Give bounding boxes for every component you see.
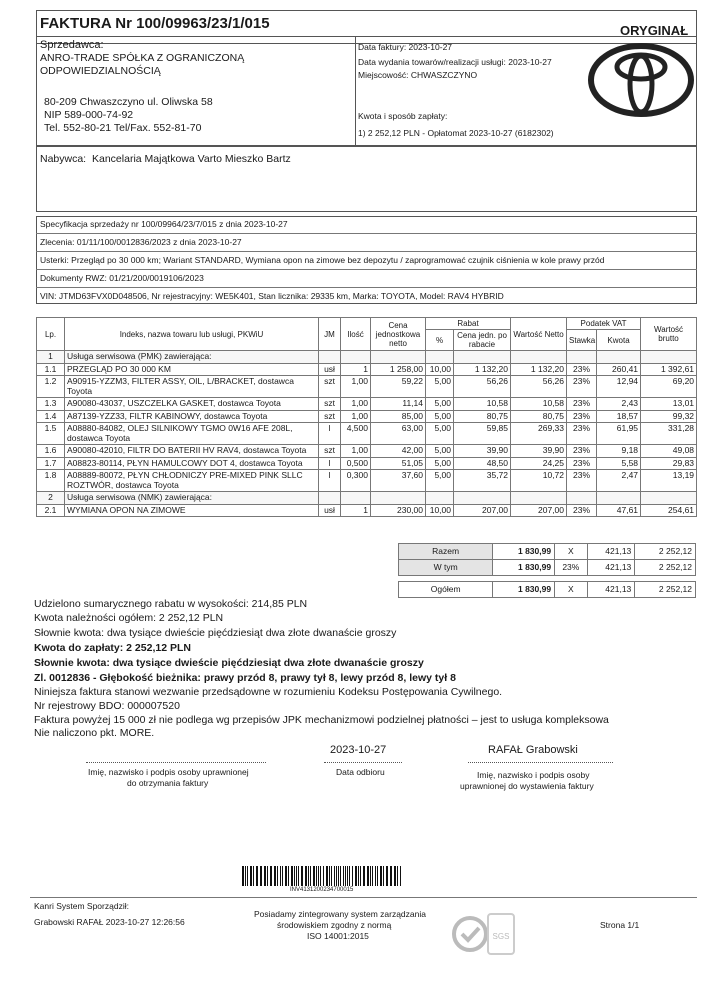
barcode-bar	[320, 866, 321, 886]
receipt-label: Data odbioru	[336, 767, 385, 777]
cell-net: 80,75	[511, 410, 567, 423]
wtym-rate: 23%	[555, 560, 588, 576]
barcode-bar	[253, 866, 254, 886]
barcode-bar	[347, 866, 348, 886]
barcode-bar	[288, 866, 289, 886]
seller-name-2: ODPOWIEDZIALNOŚCIĄ	[40, 65, 161, 77]
summary-row-wtym	[399, 560, 696, 576]
barcode-bar	[372, 866, 373, 886]
col-price: Cena jednostkowa netto	[371, 318, 426, 351]
cell-vat: 2,43	[597, 398, 641, 411]
cell-vat: 18,57	[597, 410, 641, 423]
cell-qty: 1,00	[341, 445, 371, 458]
note-split-2: Nie naliczono pkt. MORE.	[34, 727, 155, 739]
col-discount-pct: %	[426, 330, 454, 351]
wtym-label: W tym	[399, 560, 493, 576]
barcode-bar	[383, 866, 384, 886]
cell-jm: l	[319, 470, 341, 492]
summary-row-ogolem	[399, 582, 696, 598]
cell-net	[511, 492, 567, 505]
cell-rate: 23%	[567, 445, 597, 458]
cell-rate: 23%	[567, 376, 597, 398]
buyer-label: Nabywca:	[40, 153, 87, 165]
cell-qty: 1	[341, 504, 371, 517]
cell-lp: 1.1	[37, 363, 65, 376]
table-row	[37, 445, 697, 458]
cell-vat: 260,41	[597, 363, 641, 376]
barcode-bar	[386, 866, 388, 886]
cell-price-after: 10,58	[454, 398, 511, 411]
barcode-bar	[301, 866, 303, 886]
note-bdo: Nr rejestrowy BDO: 000007520	[34, 700, 180, 712]
cell-jm	[319, 492, 341, 505]
cell-gross: 29,83	[641, 457, 697, 470]
cell-price-after: 1 132,20	[454, 363, 511, 376]
ogolem-net: 1 830,99	[493, 582, 555, 598]
buyer-name: Kancelaria Majątkowa Varto Mieszko Bartz	[92, 153, 291, 165]
cell-price-after: 56,26	[454, 376, 511, 398]
cell-price: 37,60	[371, 470, 426, 492]
cell-lp: 1.3	[37, 398, 65, 411]
cell-jm	[319, 351, 341, 364]
cell-name: A08823-80114, PŁYN HAMULCOWY DOT 4, dostawca Toyota	[65, 457, 319, 470]
original-label: ORYGINAŁ	[620, 23, 689, 38]
cell-rate	[567, 351, 597, 364]
cell-vat: 61,95	[597, 423, 641, 445]
summary-row-razem	[399, 544, 696, 560]
cell-gross: 13,19	[641, 470, 697, 492]
cell-net: 56,26	[511, 376, 567, 398]
cell-jm: szt	[319, 398, 341, 411]
cell-name: WYMIANA OPON NA ZIMOWE	[65, 504, 319, 517]
note-split-1: Faktura powyżej 15 000 zł nie podlega wg przepisów JPK mechanizmowi podzielnej płatności – jest to usługa kompleksowa	[34, 714, 609, 726]
table-row	[37, 410, 697, 423]
table-row	[37, 351, 697, 364]
cell-vat	[597, 351, 641, 364]
barcode-bar	[250, 866, 252, 886]
cell-net: 207,00	[511, 504, 567, 517]
cell-qty: 1,00	[341, 410, 371, 423]
col-price-after: Cena jedn. po rabacie	[454, 330, 511, 351]
barcode-bar	[294, 866, 295, 886]
barcode-bar	[400, 866, 401, 886]
cell-rate: 23%	[567, 457, 597, 470]
note-tread: Zl. 0012836 - Głębokość bieżnika: prawy przód 8, prawy tył 8, lewy przód 8, lewy tył 8	[34, 672, 456, 684]
col-vat: Podatek VAT	[567, 318, 641, 330]
table-row	[37, 457, 697, 470]
cell-lp: 1.4	[37, 410, 65, 423]
barcode-bar	[345, 866, 346, 886]
cell-jm: usł	[319, 363, 341, 376]
barcode-bar	[360, 866, 361, 886]
cell-rate: 23%	[567, 398, 597, 411]
cell-rate: 23%	[567, 423, 597, 445]
receiver-label-1: Imię, nazwisko i podpis osoby uprawnionej	[88, 767, 249, 777]
col-discount: Rabat	[426, 318, 511, 330]
cell-vat: 12,94	[597, 376, 641, 398]
cell-name: PRZEGLĄD PO 30 000 KM	[65, 363, 319, 376]
barcode-bar	[270, 866, 272, 886]
cell-qty	[341, 492, 371, 505]
razem-label: Razem	[399, 544, 493, 560]
barcode-bar	[282, 866, 283, 886]
items-table	[36, 317, 697, 517]
barcode-bar	[394, 866, 396, 886]
sgs-certification-icon	[448, 906, 518, 964]
toyota-logo-icon	[585, 40, 697, 120]
barcode-bar	[367, 866, 369, 886]
cell-price-after: 39,90	[454, 445, 511, 458]
seller-address: 80-209 Chwaszczyno ul. Oliwska 58	[44, 96, 213, 108]
col-jm: JM	[319, 318, 341, 351]
barcode-bar	[285, 866, 287, 886]
barcode-bar	[377, 866, 378, 886]
barcode-bar	[316, 866, 317, 886]
cell-lp: 1	[37, 351, 65, 364]
cell-price	[371, 351, 426, 364]
cell-jm: szt	[319, 410, 341, 423]
table-row	[37, 423, 697, 445]
ogolem-vat: 421,13	[587, 582, 635, 598]
defects-line: Usterki: Przegląd po 30 000 km; Wariant STANDARD, Wymiana opon na zimowe bez depozytu / zaprogramować czujnik ciśnienia w kole prawy przód	[40, 255, 605, 265]
cell-price: 85,00	[371, 410, 426, 423]
issuer-label-2: uprawnionej do wystawienia faktury	[460, 781, 594, 791]
wtym-gross: 2 252,12	[635, 560, 696, 576]
barcode-bar	[343, 866, 344, 886]
cell-price: 51,05	[371, 457, 426, 470]
note-discount: Udzielono sumarycznego rabatu w wysokości: 214,85 PLN	[34, 598, 308, 610]
cell-qty: 4,500	[341, 423, 371, 445]
receiver-label-2: do otrzymania faktury	[127, 778, 209, 788]
cell-gross: 49,08	[641, 445, 697, 458]
invoice-date: Data faktury: 2023-10-27	[358, 42, 453, 52]
barcode-bar	[264, 866, 266, 886]
barcode-bar	[310, 866, 311, 886]
cell-disc	[426, 492, 454, 505]
barcode-bar	[338, 866, 339, 886]
cell-disc: 5,00	[426, 410, 454, 423]
seller-label: Sprzedawca:	[40, 39, 104, 51]
iso-line-1: Posiadamy zintegrowany system zarządzania	[254, 909, 426, 919]
cell-disc: 5,00	[426, 376, 454, 398]
cell-qty	[341, 351, 371, 364]
cell-price: 11,14	[371, 398, 426, 411]
cell-qty: 0,300	[341, 470, 371, 492]
barcode-bar	[334, 866, 335, 886]
table-row	[37, 376, 697, 398]
cell-net: 1 132,20	[511, 363, 567, 376]
cell-lp: 1.7	[37, 457, 65, 470]
cell-disc: 5,00	[426, 457, 454, 470]
barcode-bar	[355, 866, 357, 886]
razem-gross: 2 252,12	[635, 544, 696, 560]
cell-qty: 1	[341, 363, 371, 376]
cell-price-after: 48,50	[454, 457, 511, 470]
barcode-bar	[358, 866, 359, 886]
note-summons: Niniejsza faktura stanowi wezwanie przedsądowne w rozumieniu Kodeksu Postępowania Cywilnego.	[34, 686, 503, 698]
cell-disc: 5,00	[426, 398, 454, 411]
footer-author: Grabowski RAFAŁ 2023-10-27 12:26:56	[34, 917, 185, 927]
cell-net: 24,25	[511, 457, 567, 470]
cell-disc: 5,00	[426, 445, 454, 458]
barcode-bar	[267, 866, 268, 886]
cell-net: 10,72	[511, 470, 567, 492]
barcode-bar	[296, 866, 297, 886]
seller-name-1: ANRO-TRADE SPÓŁKA Z OGRANICZONĄ	[40, 52, 245, 64]
ogolem-rate: X	[555, 582, 588, 598]
cell-qty: 1,00	[341, 398, 371, 411]
barcode-bar	[331, 866, 332, 886]
cell-name: A87139-YZZ33, FILTR KABINOWY, dostawca Toyota	[65, 410, 319, 423]
table-row	[37, 470, 697, 492]
cell-gross	[641, 492, 697, 505]
col-qty: Ilość	[341, 318, 371, 351]
cell-name: A90915-YZZM3, FILTER ASSY, OIL, L/BRACKET, dostawca Toyota	[65, 376, 319, 398]
barcode-bar	[274, 866, 276, 886]
cell-vat: 9,18	[597, 445, 641, 458]
seller-nip: NIP 589-000-74-92	[44, 109, 134, 121]
barcode-bar	[336, 866, 337, 886]
invoice-title: FAKTURA Nr 100/09963/23/1/015	[40, 15, 270, 32]
cell-name: A90080-42010, FILTR DO BATERII HV RAV4, dostawca Toyota	[65, 445, 319, 458]
ogolem-gross: 2 252,12	[635, 582, 696, 598]
cell-jm: szt	[319, 445, 341, 458]
barcode-bar	[247, 866, 248, 886]
cell-jm: usł	[319, 504, 341, 517]
table-row	[37, 492, 697, 505]
summary-table	[398, 543, 696, 598]
barcode-bar	[340, 866, 341, 886]
barcode-bar	[352, 866, 353, 886]
cell-name: A08889-80072, PŁYN CHŁODNICZY PRE-MIXED PINK SLLC ROZTWÓR, dostawca Toyota	[65, 470, 319, 492]
cell-rate: 23%	[567, 470, 597, 492]
place: Miejscowość: CHWASZCZYNO	[358, 70, 478, 80]
razem-rate: X	[555, 544, 588, 560]
order-line: Zlecenia: 01/11/100/0012836/2023 z dnia 2023-10-27	[40, 237, 242, 247]
documents-line: Dokumenty RWZ: 01/21/200/0019106/2023	[40, 273, 204, 283]
razem-net: 1 830,99	[493, 544, 555, 560]
cell-price-after: 35,72	[454, 470, 511, 492]
cell-gross: 69,20	[641, 376, 697, 398]
barcode-bar	[242, 866, 244, 886]
page-number: Strona 1/1	[600, 920, 640, 930]
cell-price-after: 80,75	[454, 410, 511, 423]
cell-rate: 23%	[567, 504, 597, 517]
cell-gross: 1 392,61	[641, 363, 697, 376]
cell-gross	[641, 351, 697, 364]
cell-price-after: 59,85	[454, 423, 511, 445]
barcode-bar	[397, 866, 398, 886]
cell-gross: 99,32	[641, 410, 697, 423]
cell-price: 1 258,00	[371, 363, 426, 376]
barcode-bar	[370, 866, 371, 886]
note-to-pay: Kwota do zapłaty: 2 252,12 PLN	[34, 642, 191, 654]
footer-system: Kanri System Sporządził:	[34, 901, 129, 911]
cell-price-after	[454, 492, 511, 505]
cell-disc: 5,00	[426, 470, 454, 492]
cell-qty: 1,00	[341, 376, 371, 398]
seller-phone: Tel. 552-80-21 Tel/Fax. 552-81-70	[44, 122, 202, 134]
receipt-date: 2023-10-27	[330, 744, 387, 756]
cell-jm: l	[319, 457, 341, 470]
wtym-net: 1 830,99	[493, 560, 555, 576]
spec-line: Specyfikacja sprzedaży nr 100/09964/23/7/015 z dnia 2023-10-27	[40, 219, 288, 229]
vin-line: VIN: JTMD63FVX0D048506, Nr rejestracyjny: WE5K401, Stan licznika: 29335 km, Marka: TOYOTA, Model: RAV4 HYBRID	[40, 291, 504, 301]
table-row	[37, 398, 697, 411]
barcode-bar	[326, 866, 328, 886]
barcode-bar	[280, 866, 281, 886]
cell-name: A08880-84082, OLEJ SILNIKOWY TGMO 0W16 AFE 208L, dostawca Toyota	[65, 423, 319, 445]
barcode-bar	[245, 866, 246, 886]
cell-vat: 47,61	[597, 504, 641, 517]
cell-lp: 1.5	[37, 423, 65, 445]
barcode-bar	[260, 866, 262, 886]
cell-gross: 13,01	[641, 398, 697, 411]
payment-label: Kwota i sposób zapłaty:	[358, 111, 448, 121]
iso-line-3: ISO 14001:2015	[307, 931, 369, 941]
cell-vat: 2,47	[597, 470, 641, 492]
cell-lp: 2	[37, 492, 65, 505]
cell-price-after: 207,00	[454, 504, 511, 517]
razem-vat: 421,13	[587, 544, 635, 560]
cell-net: 39,90	[511, 445, 567, 458]
col-net: Wartość Netto	[511, 318, 567, 351]
cell-price: 230,00	[371, 504, 426, 517]
cell-rate: 23%	[567, 363, 597, 376]
note-words-2: Słownie kwota: dwa tysiące dwieście pięćdziesiąt dwa złote dwanaście groszy	[34, 657, 424, 669]
cell-gross: 331,28	[641, 423, 697, 445]
cell-vat: 5,58	[597, 457, 641, 470]
issuer-name: RAFAŁ Grabowski	[488, 744, 578, 756]
barcode-bar	[313, 866, 315, 886]
cell-price	[371, 492, 426, 505]
barcode-bar	[277, 866, 278, 886]
cell-name: A90080-43037, USZCZELKA GASKET, dostawca Toyota	[65, 398, 319, 411]
cell-disc: 5,00	[426, 423, 454, 445]
cell-jm: l	[319, 423, 341, 445]
cell-price-after	[454, 351, 511, 364]
barcode-bar	[308, 866, 309, 886]
col-index: Indeks, nazwa towaru lub usługi, PKWiU	[65, 318, 319, 351]
cell-lp: 1.2	[37, 376, 65, 398]
barcode-bar	[363, 866, 365, 886]
cell-gross: 254,61	[641, 504, 697, 517]
cell-price: 63,00	[371, 423, 426, 445]
cell-disc	[426, 351, 454, 364]
cell-disc: 10,00	[426, 363, 454, 376]
wtym-vat: 421,13	[587, 560, 635, 576]
barcode-bar	[323, 866, 324, 886]
cell-jm: szt	[319, 376, 341, 398]
cell-disc: 10,00	[426, 504, 454, 517]
barcode-bar	[291, 866, 293, 886]
cell-vat	[597, 492, 641, 505]
cell-qty: 0,500	[341, 457, 371, 470]
col-gross: Wartość brutto	[641, 318, 697, 351]
barcode-bar	[318, 866, 319, 886]
issuer-label-1: Imię, nazwisko i podpis osoby	[477, 770, 590, 780]
cell-net: 10,58	[511, 398, 567, 411]
note-words-1: Słownie kwota: dwa tysiące dwieście pięćdziesiąt dwa złote dwanaście groszy	[34, 627, 397, 639]
table-row	[37, 504, 697, 517]
note-total: Kwota należności ogółem: 2 252,12 PLN	[34, 612, 224, 624]
barcode-bar	[349, 866, 350, 886]
cell-net	[511, 351, 567, 364]
payment-value: 1) 2 252,12 PLN - Opłatomat 2023-10-27 (6182302)	[358, 128, 554, 138]
table-row	[37, 363, 697, 376]
cell-name: Usługa serwisowa (NMK) zawierająca:	[65, 492, 319, 505]
barcode-bar	[256, 866, 258, 886]
cell-lp: 2.1	[37, 504, 65, 517]
barcode	[240, 866, 405, 886]
cell-rate	[567, 492, 597, 505]
barcode-bar	[305, 866, 307, 886]
barcode-bar	[380, 866, 382, 886]
barcode-text: INV4131200234700015	[290, 887, 354, 893]
cell-rate: 23%	[567, 410, 597, 423]
col-vat-rate: Stawka	[567, 330, 597, 351]
barcode-bar	[298, 866, 299, 886]
col-lp: Lp.	[37, 318, 65, 351]
cell-lp: 1.8	[37, 470, 65, 492]
iso-line-2: środowiskiem zgodny z normą	[277, 920, 392, 930]
sgs-text: SGS	[492, 932, 510, 941]
cell-price: 42,00	[371, 445, 426, 458]
barcode-bar	[329, 866, 330, 886]
col-vat-amount: Kwota	[597, 330, 641, 351]
cell-price: 59,22	[371, 376, 426, 398]
cell-name: Usługa serwisowa (PMK) zawierająca:	[65, 351, 319, 364]
barcode-bar	[390, 866, 392, 886]
ogolem-label: Ogółem	[399, 582, 493, 598]
issue-date: Data wydania towarów/realizacji usługi: 2023-10-27	[358, 57, 552, 67]
cell-lp: 1.6	[37, 445, 65, 458]
barcode-bar	[375, 866, 376, 886]
cell-net: 269,33	[511, 423, 567, 445]
